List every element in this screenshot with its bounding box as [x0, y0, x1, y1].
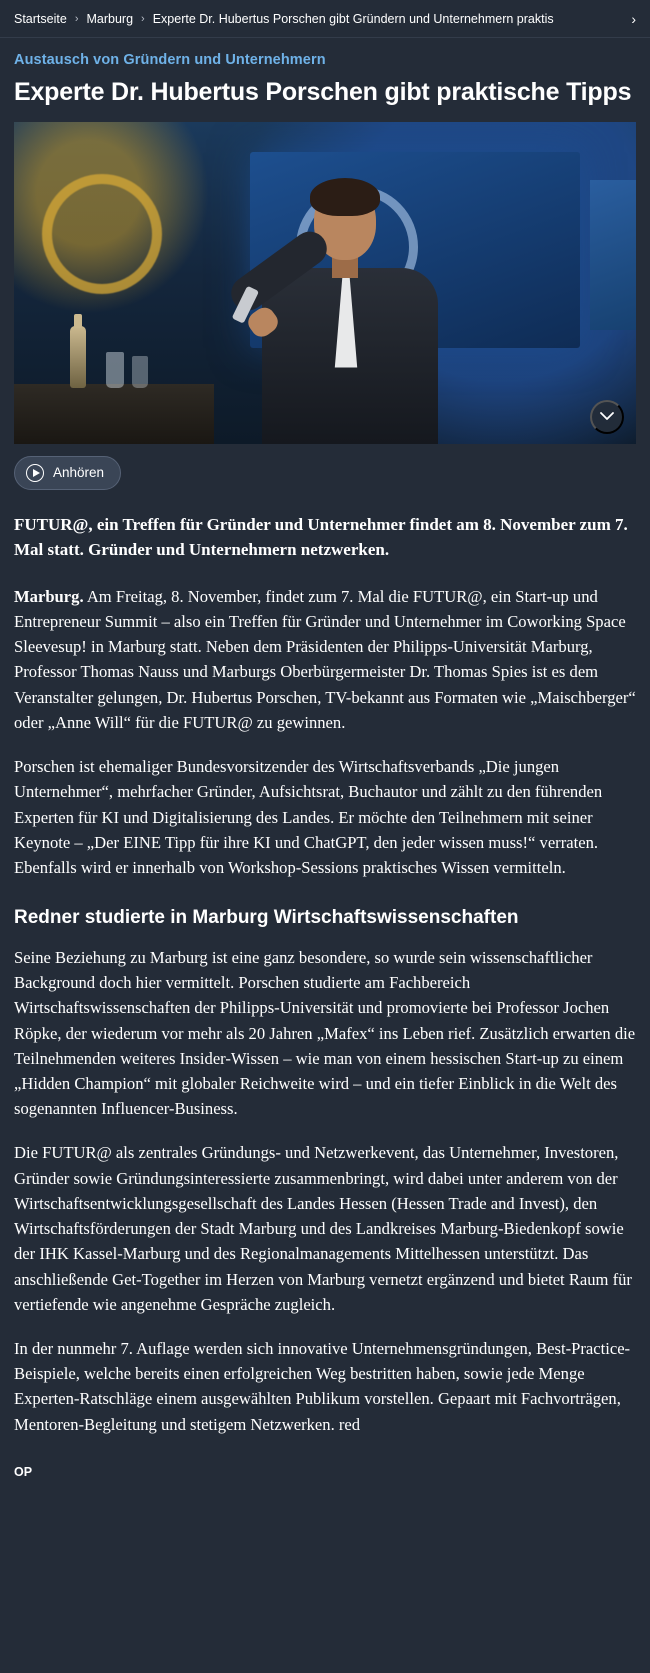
article-body — [0, 490, 650, 1512]
chevron-down-icon[interactable] — [590, 400, 624, 434]
breadcrumb-separator-icon: › — [74, 13, 79, 25]
article-paragraph-5: In der nunmehr 7. Auflage werden sich innovative Unternehmensgründungen, Best-Practice-Beispiele, welche bereits einen erfolgreichen Weg bestritten haben, sowie jede Menge Experten-Ratschläge einem ausgewählten Publikum vorstellen. Gepaart mit Fachvorträgen, Mentoren-Begleitung und stetigem Netzwerken. red — [14, 1338, 631, 1434]
page-title: Experte Dr. Hubertus Porschen gibt praktische Tipps — [14, 78, 632, 106]
breadcrumb-item-marburg[interactable]: Marburg — [86, 12, 134, 26]
glass — [106, 352, 124, 388]
article-hero-image — [14, 122, 636, 444]
article-lead: FUTUR@, ein Treffen für Gründer und Unternehmer findet am 8. November zum 7. Mal statt. Gründer und Unternehmern netzwerken. — [14, 514, 628, 559]
presentation-screen-secondary — [590, 180, 636, 330]
bottle — [70, 326, 86, 388]
listen-button-label: Anhören — [53, 465, 105, 480]
article-credit: OP — [14, 1464, 33, 1479]
play-circle-icon — [26, 464, 44, 482]
speaker-figure — [210, 176, 460, 444]
stage-light-circle — [42, 174, 162, 294]
breadcrumb-item-current: Experte Dr. Hubertus Porschen gibt Gründern und Unternehmern praktis — [152, 12, 554, 26]
breadcrumb — [0, 0, 650, 38]
article-paragraph-2: Porschen ist ehemaliger Bundesvorsitzender des Wirtschaftsverbands „Die jungen Unternehmer“, mehrfacher Gründer, Aufsichtsrat, Buchautor und zählt zu den führenden Experten für KI und Digitalisierung des Landes. Er möchte den Teilnehmern mit seiner Keynote – „Der EINE Tipp für ihre KI und ChatGPT, den jeder wissen muss!“ verraten. Ebenfalls wird er innerhalb von Workshop-Sessions praktisches Wissen vermitteln. — [14, 757, 603, 877]
speaker-table — [14, 384, 214, 444]
chevron-down-glyph — [600, 412, 614, 421]
listen-button[interactable] — [14, 456, 121, 490]
article-paragraph-3: Seine Beziehung zu Marburg ist eine ganz besondere, so wurde sein wissenschaftlicher Background doch hier vermittelt. Porschen studierte am Fachbereich Wirtschaftswissenschaften der Philipps-Universität und promovierte bei Professor Jochen Röpke, der wiederum vor mehr als 20 Jahren „Mafex“ ins Leben rief. Zusätzlich erwarten die Teilnehmenden weiteres Insider-Wissen – wie man von einem hessischen Start-up zu einem „Hidden Champion“ mit globaler Reichweite wird – und ein tiefer Einblick in die Welt des sogenannten Influencer-Business. — [14, 947, 636, 1119]
article-dateline: Marburg. — [14, 586, 84, 606]
article-paragraph-4: Die FUTUR@ als zentrales Gründungs- und Netzwerkevent, das Unternehmer, Investoren, Gründer sowie Gründungsinteressierte zusammenbringt, wird dabei unter anderem von der Wirtschaftsentwicklungsgesellschaft des Landes Hessen (Hessen Trade and Invest), den Wirtschaftsförderungen der Stadt Marburg und des Landkreises Marburg-Biedenkopf sowie der IHK Kassel-Marburg und des Regionalmanagements Mittelhessen unterstützt. Das anschließende Get-Together im Herzen von Marburg vernetzt ergänzend und bietet Raum für vertiefende wie angenehme Gespräche zugleich. — [14, 1143, 632, 1314]
article-kicker: Austausch von Gründern und Unternehmern — [14, 52, 326, 68]
article-paragraph-1-text: Am Freitag, 8. November, findet zum 7. Mal die FUTUR@, ein Start-up und Entrepreneur Summit – also ein Treffen für Gründer und Unternehmer im Coworking Space Sleevesup! in Marburg statt. Neben dem Präsidenten der Philipps-Universität Marburg, Professor Thomas Nauss und Marburgs Oberbürgermeister Dr. Thomas Spies ist es dem Veranstalter gelungen, Dr. Hubertus Porschen, TV-bekannt aus Formaten wie „Maischberger“ oder „Anne Will“ für die FUTUR@ zu gewinnen. — [14, 586, 636, 732]
breadcrumb-separator-icon: › — [141, 13, 145, 25]
breadcrumb-item-home[interactable]: Startseite — [14, 12, 67, 26]
article-paragraph-1 — [14, 584, 636, 735]
breadcrumb-overflow-icon[interactable]: › — [631, 11, 636, 27]
article-header — [0, 38, 650, 108]
listen-button-row — [0, 444, 650, 490]
speaker-hair — [310, 178, 380, 216]
glass-secondary — [132, 356, 148, 388]
article-subheading: Redner studierte in Marburg Wirtschaftswissenschaften — [14, 907, 519, 929]
